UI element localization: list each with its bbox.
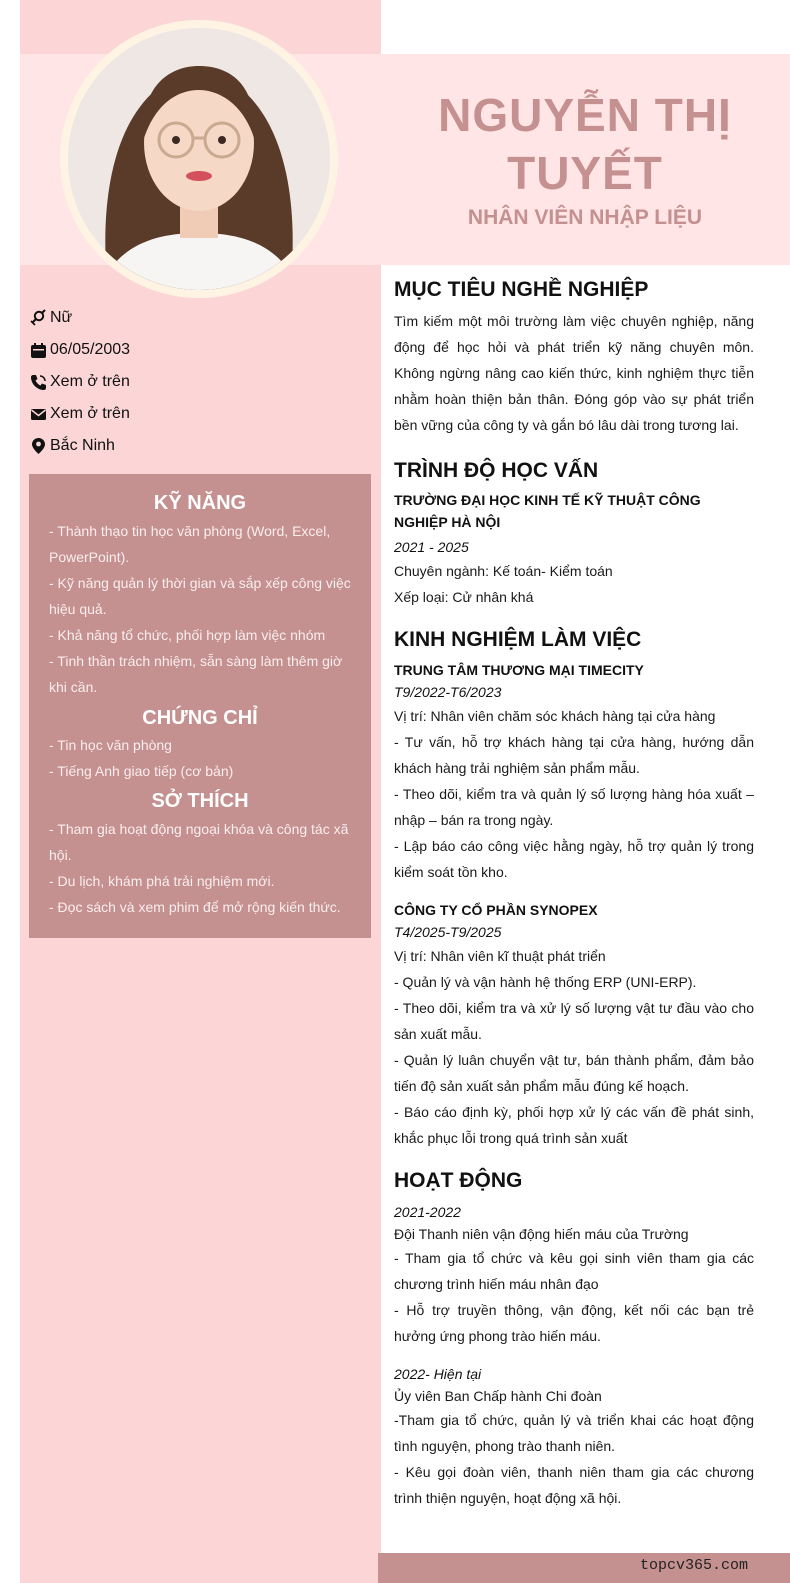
education-title: TRÌNH ĐỘ HỌC VẤN xyxy=(394,459,599,482)
dob-text: 06/05/2003 xyxy=(50,341,131,358)
activities-title: HOẠT ĐỘNG xyxy=(394,1169,523,1192)
activity-name: Đội Thanh niên vận động hiến máu của Trường xyxy=(394,1226,689,1242)
job-company: TRUNG TÂM THƯƠNG MẠI TIMECITY xyxy=(394,662,644,678)
activity-period: 2022- Hiện tại xyxy=(394,1366,482,1382)
skill-item: - Kỹ năng quản lý thời gian và sắp xếp công việc hiệu quả. xyxy=(49,575,351,617)
objective-title: MỤC TIÊU NGHỀ NGHIỆP xyxy=(394,278,649,301)
watermark-text: topcv365.com xyxy=(640,1557,749,1574)
certificate-item: - Tiếng Anh giao tiếp (cơ bản) xyxy=(49,763,234,779)
activity-task: - Hỗ trợ truyền thông, vận động, kết nối các bạn trẻ hưởng ứng phong trào hiến máu. xyxy=(394,1302,754,1344)
contact-gender xyxy=(28,302,368,334)
email-text: Xem ở trên xyxy=(50,405,130,422)
activity-name: Ủy viên Ban Chấp hành Chi đoàn xyxy=(394,1388,602,1404)
activity-entry xyxy=(394,1363,754,1511)
experience-title: KINH NGHIỆM LÀM VIỆC xyxy=(394,628,642,651)
name-line-2: TUYẾT xyxy=(507,147,663,199)
contact-email xyxy=(28,398,368,430)
hobby-item: - Đọc sách và xem phim để mở rộng kiến thức. xyxy=(49,899,341,915)
contact-list xyxy=(28,302,368,462)
job-position: Vị trí: Nhân viên chăm sóc khách hàng tại cửa hàng xyxy=(394,708,716,724)
activity-task: - Tham gia tổ chức và kêu gọi sinh viên tham gia các chương trình hiến máu nhân đạo xyxy=(394,1250,754,1292)
job-task: - Lập báo cáo công việc hằng ngày, hỗ trợ quản lý trong kiểm soát tồn kho. xyxy=(394,838,754,880)
contact-dob xyxy=(28,334,368,366)
skill-item: - Khả năng tổ chức, phối hợp làm việc nhóm xyxy=(49,627,326,643)
map-pin-icon xyxy=(28,436,48,456)
education-period: 2021 - 2025 xyxy=(394,539,469,555)
job-task: - Quản lý luân chuyển vật tư, bán thành phẩm, đảm bảo tiến độ sản xuất sản phẩm mẫu đúng kế hoạch. xyxy=(394,1052,754,1094)
job-task: - Báo cáo định kỳ, phối hợp xử lý các vấn đề phát sinh, khắc phục lỗi trong quá trình sản xuất xyxy=(394,1104,754,1146)
hobby-item: - Du lịch, khám phá trải nghiệm mới. xyxy=(49,873,275,889)
skill-item: - Thành thạo tin học văn phòng (Word, Excel, PowerPoint). xyxy=(49,523,331,565)
school-name: TRƯỜNG ĐẠI HỌC KINH TẾ KỸ THUẬT CÔNG NGHIỆP HÀ NỘI xyxy=(394,492,701,530)
job-position: Vị trí: Nhân viên kĩ thuật phát triển xyxy=(394,948,606,964)
education-grade: Xếp loại: Cử nhân khá xyxy=(394,589,534,605)
skills-panel xyxy=(29,474,371,938)
job-title: NHÂN VIÊN NHẬP LIỆU xyxy=(467,206,703,229)
calendar-icon xyxy=(28,340,48,360)
job-task: - Theo dõi, kiểm tra và xử lý số lượng vật tư đầu vào cho sản xuất mẫu. xyxy=(394,1000,754,1042)
activity-task: - Kêu gọi đoàn viên, thanh niên tham gia các chương trình thiện nguyện, hoạt động xã hội. xyxy=(394,1464,754,1506)
right-column xyxy=(394,276,754,1511)
activity-period: 2021-2022 xyxy=(394,1204,461,1220)
job-task: - Quản lý và vận hành hệ thống ERP (UNI-ERP). xyxy=(394,974,697,990)
job-period: T9/2022-T6/2023 xyxy=(394,684,502,700)
certificate-item: - Tin học văn phòng xyxy=(49,737,172,753)
name-line-1: NGUYỄN THỊ xyxy=(438,89,732,141)
location-text: Bắc Ninh xyxy=(50,437,115,454)
skills-title: KỸ NĂNG xyxy=(153,492,247,514)
education-major: Chuyên ngành: Kế toán- Kiểm toán xyxy=(394,563,613,579)
gender-text: Nữ xyxy=(50,309,73,326)
profile-photo xyxy=(68,28,330,290)
objective-text: Tìm kiếm một môi trường làm việc chuyên nghiệp, năng động để học hỏi và phát triển kỹ năng chuyên môn. Không ngừng nâng cao kiến thức, kinh nghiệm thực tiễn nhằm hoàn thiện bản thân. Đóng góp vào sự phát triển bền vững của công ty và gắn bó lâu dài trong tương lai. xyxy=(394,313,754,433)
activity-entry xyxy=(394,1201,754,1349)
phone-text: Xem ở trên xyxy=(50,373,130,390)
job-task: - Theo dõi, kiểm tra và quản lý số lượng hàng hóa xuất – nhập – bán ra trong ngày. xyxy=(394,786,754,828)
job-period: T4/2025-T9/2025 xyxy=(394,924,502,940)
gender-icon xyxy=(28,308,48,328)
activity-task: -Tham gia tổ chức, quản lý và triển khai các hoạt động tình nguyện, phong trào thanh niên. xyxy=(394,1412,754,1454)
job-task: - Tư vấn, hỗ trợ khách hàng tại cửa hàng, hướng dẫn khách hàng trải nghiệm sản phẩm mẫu. xyxy=(394,734,754,776)
hobbies-title: SỞ THÍCH xyxy=(151,790,249,812)
phone-icon xyxy=(28,372,48,392)
job-entry xyxy=(394,899,754,1151)
contact-phone xyxy=(28,366,368,398)
certificates-title: CHỨNG CHỈ xyxy=(142,707,258,729)
job-company: CÔNG TY CỔ PHẦN SYNOPEX xyxy=(394,902,598,918)
job-entry xyxy=(394,659,754,885)
envelope-icon xyxy=(28,404,48,424)
skill-item: - Tinh thần trách nhiệm, sẵn sàng làm thêm giờ khi cần. xyxy=(49,653,343,695)
hobby-item: - Tham gia hoạt động ngoại khóa và công tác xã hội. xyxy=(49,821,349,863)
candidate-name xyxy=(390,86,780,202)
contact-location xyxy=(28,430,368,462)
